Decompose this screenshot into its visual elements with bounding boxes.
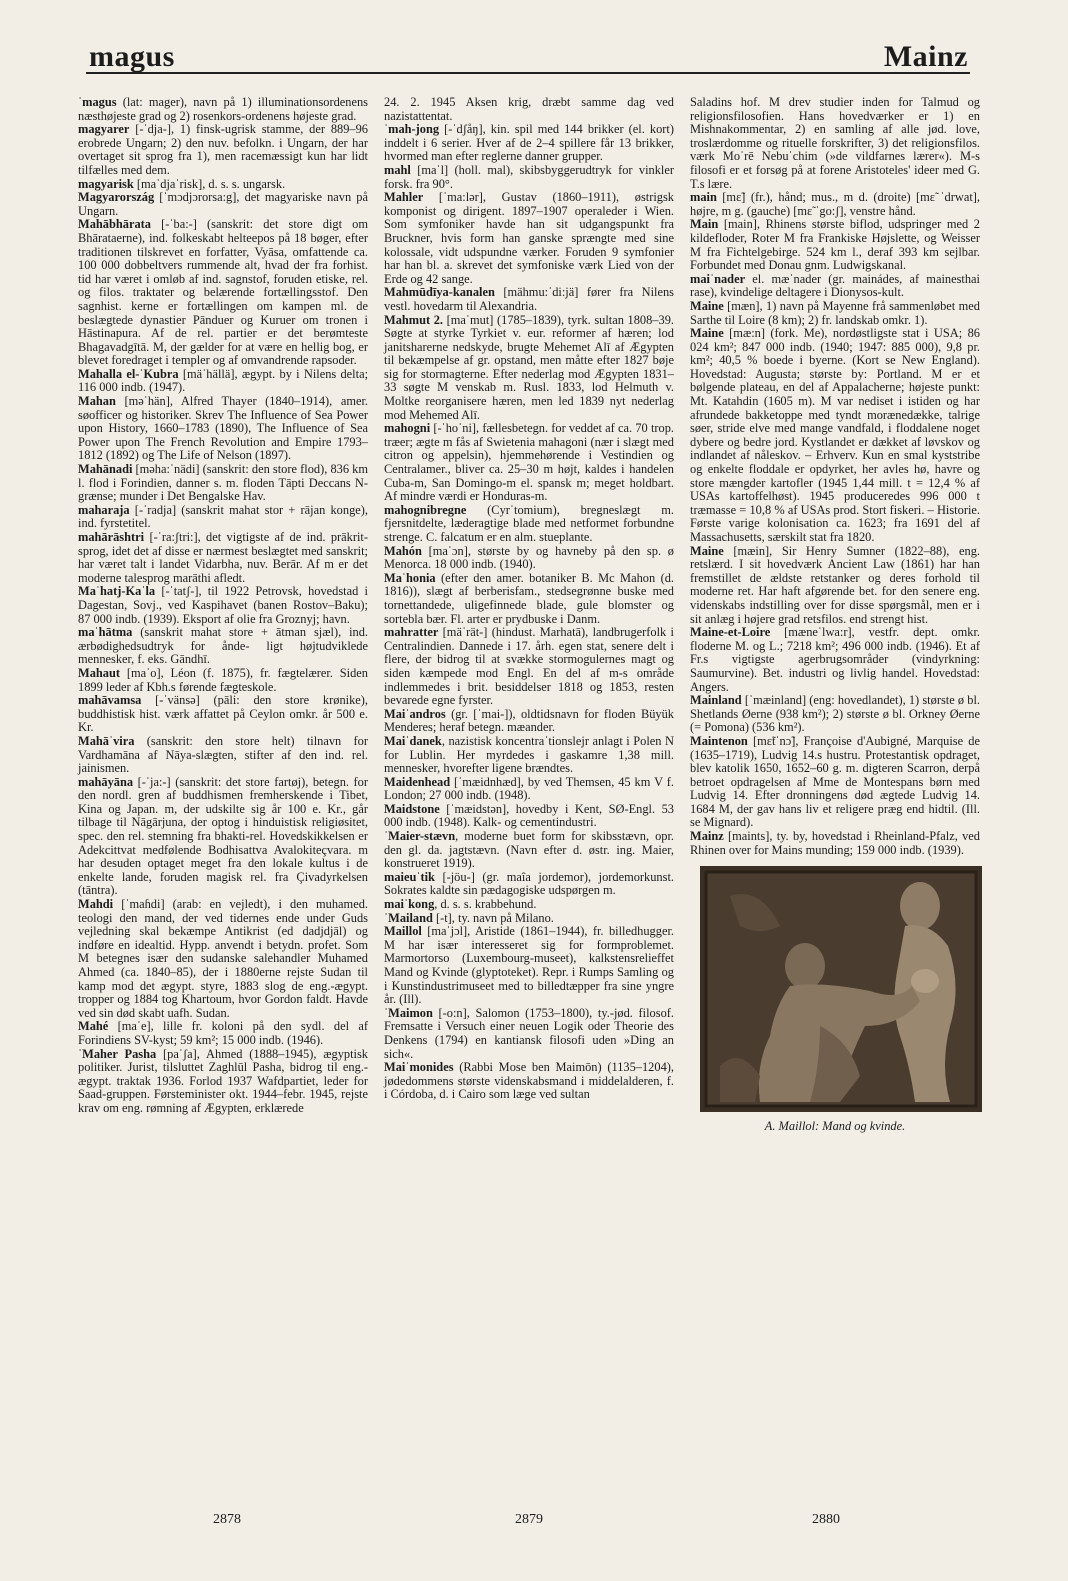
entry-definition: [mæn], 1) navn på Mayenne frå sammenløbet med Sarthe til Loire (8 km); 2) fr. landskab omkr. 1). — [690, 298, 980, 327]
dictionary-entry — [690, 273, 980, 300]
entry-headword: Maidenhead — [384, 774, 451, 789]
page-number-right: 2880 — [812, 1512, 840, 1527]
entry-definition: [ˈmæidnhæd], by ved Themsen, 45 km V f. London; 27 000 indb. (1948). — [384, 774, 674, 803]
entry-definition: [maˈl] (holl. mal), skibsbyggerudtryk for vinkler forsk. fra 90°. — [384, 162, 674, 191]
dictionary-entry — [78, 96, 368, 123]
page-number-middle: 2879 — [515, 1512, 543, 1527]
entry-definition: [maˈo], Léon (f. 1875), fr. fægtelærer. Siden 1899 leder af Kbh.s førende fægteskole. — [78, 665, 368, 694]
entry-headword: Maiˈmonides — [384, 1060, 454, 1075]
dictionary-entry — [384, 504, 674, 545]
entry-definition: (Cyrˈtomium), bregneslægt m. fjersnitdelte, læderagtige blade med netformet forbundne strenge. C. falcatum er en alm. stueplante. — [384, 502, 674, 544]
entry-headword: Mainz — [690, 829, 724, 844]
page-number-left: 2878 — [213, 1512, 241, 1527]
entry-headword: Mahmut 2. — [384, 312, 444, 327]
maillol-relief-illustration — [700, 866, 982, 1112]
entry-definition: [-ˈtatʃ-], til 1922 Petrovsk, hovedstad i Dagestan, Sovj., ved Kaspihavet (banen Rostov–Baku); 87 000 indb. (1939). Eksport af olie fra Groznyj; havn. — [78, 584, 368, 626]
dictionary-entry — [78, 123, 368, 177]
dictionary-entry — [384, 572, 674, 626]
entry-headword: Main — [690, 217, 719, 232]
entry-definition: 24. 2. 1945 Aksen krig, dræbt samme dag ved nazistattentat. — [384, 95, 674, 123]
entry-headword: mahogni — [384, 421, 431, 436]
entry-headword: Maine-et-Loire — [690, 625, 771, 640]
dictionary-entry — [78, 626, 368, 667]
entry-definition: [-t], ty. navn på Milano. — [432, 910, 554, 925]
dictionary-entry — [384, 1061, 674, 1102]
dictionary-entry — [384, 735, 674, 776]
dictionary-entry — [384, 898, 674, 912]
entry-definition: [main], Rhinens største biflod, udspringer med 2 kildefloder, Roter M fra Frankiske Højslette, og Weisser M fra Fichtelgebirge. 524 km l., deraf 393 km sejlbar. Forbundet med Donau gnm. Ludwigskanal. — [690, 217, 980, 273]
entry-headword: maieuˈtik — [384, 869, 435, 884]
entry-headword: ˈmah-jong — [384, 122, 440, 137]
dictionary-entry — [690, 327, 980, 545]
entry-headword: magyarer — [78, 122, 130, 137]
dictionary-entry — [78, 898, 368, 1020]
entry-definition: [mähmu:ˈdi:jä] fører fra Nilens vestl. hovedarm til Alexandria. — [384, 285, 674, 313]
dictionary-entry — [384, 925, 674, 1007]
entry-definition: [mɛ̃tˈnɔ̃], Françoise d'Aubigné, Marquise de (1635–1719), Ludvig 14.s hustru. Protestantisk opdraget, blev katolik 1650, 1652–60 g. m. digteren Scarron, derpå betroet opdragelsen af Mme de Montespans børn med Ludvig 14. Efter dronningens død ægtede Ludvig 14. 1684 M, der gav hans liv et religere præg end hidtil. (Ill. se Mignard). — [690, 733, 980, 830]
entry-definition: [ˈma:lər], Gustav (1860–1911), østrigsk komponist og dirigent. 1897–1907 operaleder i Wien. Som symfoniker havde han sit udgangspunkt fra Bruckner, hvis form han ganske sprængte med sine kolossale, vidt udspundne værker. Foruden 9 symfonier har han bl. a. skrevet det symfoniske værk Lied von der Erde og 42 sange. — [384, 190, 674, 286]
entry-headword: ˈMaimon — [384, 1005, 433, 1020]
entry-definition: , d. s. s. krabbehund. — [434, 897, 537, 912]
entry-definition: (Rabbi Mose ben Maimōn) (1135–1204), jødedommens største videnskabsmand i middelalderen, f. i Córdoba, d. i Cairo som læge ved sultan — [384, 1060, 674, 1102]
dictionary-entry — [78, 463, 368, 504]
dictionary-entry — [78, 694, 368, 735]
dictionary-entry — [384, 803, 674, 830]
entry-definition: [-ˈdja-], 1) finsk-ugrisk stamme, der 889–96 erobrede Ungarn; 2) den nuv. befolkn. i Ungarn, der har overtaget sit sprog fra 1), men racemæssigt kun har lidt tilfælles med dem. — [78, 122, 368, 177]
dictionary-entry — [384, 314, 674, 423]
dictionary-entry — [690, 96, 980, 191]
entry-definition: [mæneˈlwa:r], vestfr. dept. omkr. floderne M. og L.; 7218 km²; 496 000 indb. (1946). Et af Fr.s vigtigste agerbrugsområder (vindyrkning: Saumurvine). Bet. industri og livlig handel. Hovedstad: Angers. — [690, 625, 980, 694]
entry-headword: maiˈkong — [384, 897, 435, 912]
column-2 — [384, 96, 674, 1102]
entry-definition: (sanskrit mahat store + ātman sjæl), ind. ærbødighedsudtryk for ånde- ligt højtudviklede mennesker, f. eks. Gāndhī. — [78, 625, 368, 667]
entry-definition: [məha:ˈnädi] (sanskrit: den store flod), 836 km l. flod i Forindien, danner s. m. floden Tāpti Deccans N-grænse; munder i Det Bengalske Hav. — [78, 462, 368, 504]
dictionary-entry — [78, 1048, 368, 1116]
entry-headword: Mahdi — [78, 897, 114, 912]
entry-headword: Magyarország — [78, 190, 155, 205]
column-3 — [690, 96, 980, 1134]
entry-headword: Maillol — [384, 924, 422, 939]
dictionary-entry — [384, 626, 674, 708]
dictionary-entry — [78, 395, 368, 463]
dictionary-entry — [78, 178, 368, 192]
dictionary-entry — [690, 626, 980, 694]
entry-definition: , moderne buet form for skibsstævn, opr. den gl. da. jagtstævn. (Navn efter d. østr. ing. Maier, konstrueret 1919). — [384, 829, 674, 871]
dictionary-entry — [384, 776, 674, 803]
entry-definition: [mæin], Sir Henry Sumner (1822–88), eng. retslærd. I sit hovedværk Ancient Law (1861) har han fremstillet de ældste retstanker og deres forhold til moderne ret. Har haft afgørende bet. for den senere eng. videnskabs indstilling over for disse spørgsmål, men er i sit anlæg i højere grad retsfilos. end strengt hist. — [690, 543, 980, 626]
relief-image — [700, 866, 982, 1112]
entry-definition: [ˈmæinland] (eng: hovedlandet), 1) største ø bl. Shetlands Øerne (938 km²); 2) største ø bl. Orkney Øerne (= Pomona) (536 km²). — [690, 693, 980, 735]
dictionary-entry — [384, 1007, 674, 1061]
dictionary-entry — [78, 368, 368, 395]
entry-headword: Maintenon — [690, 733, 748, 748]
dictionary-entry — [384, 164, 674, 191]
entry-definition: , nazistisk koncentraˈtionslejr anlagt i Polen N for Lublin. Her myrdedes i gaskamre 1,38 mill. mennesker, hvorefter ligene brændtes. — [384, 733, 674, 776]
entry-definition: [ˈmaɦdi] (arab: en vejledt), i den muhamed. teologi den mand, der ved tidernes ende under Guds vejledning skal bekæmpe Antikrist (ed dadjdjāl) og indføre en idealtid. Hypp. anvendt i betydn. profet. Som M betegnes især den sudanske salehandler Muhamed Ahmed (ca. 1840–85), der i 1880erne rejste Sudan til kamp mod det ægypt. styre, 1883 slog de eng.-ægypt. tropper og 1884 tog Khartoum, hvor Gordon faldt. Havde ved sin død skabt uafh. Sudan. — [78, 897, 368, 1020]
entry-headword: Mahé — [78, 1019, 109, 1034]
dictionary-entry — [78, 735, 368, 776]
entry-headword: ˈmagus — [78, 95, 117, 109]
dictionary-entry — [78, 191, 368, 218]
entry-definition: [maˈjɔl], Aristide (1861–1944), fr. billedhugger. M har især interesseret sig for formproblemet. Marmortorso (Luxembourg-museet), kalkstensrelieffet Mand og Kvinde (glyptoteket). Repr. i Rumps Samling og i Kunstindustrimuseet med to billedtæpper fra sine yngre år. (Ill). — [384, 924, 674, 1007]
entry-headword: Mahāˈvira — [78, 733, 135, 748]
dictionary-entry — [384, 708, 674, 735]
dictionary-entry — [78, 585, 368, 626]
dictionary-entry — [384, 871, 674, 898]
entry-definition: [-ˈvänsə] (pāli: den store krønike), buddhistisk hist. værk affattet på Ceylon omkr. år 500 e. Kr. — [78, 693, 368, 735]
entry-headword: Mahler — [384, 190, 424, 205]
entry-headword: Maine — [690, 326, 724, 341]
entry-definition: (lat: mager), navn på 1) illuminationsordenens næsthøjeste grad og 2) rosenkors-ordenens højeste grad. — [78, 95, 368, 123]
entry-definition: [-ˈja:-] (sanskrit: det store fartøj), betegn. for den nordl. gren af buddhismen fremherskende i Tibet, Kina og Japan. m, der udskilte sig år 100 e. Kr., går tilbage til Nāgārjuna, der optog i hinduistisk religiøsitet, spec. den rel. stemning fra bhakti-rel. Hovedskikkelsen er Adekcittvat medfølende Bodhisattva Avalokiteçvara. m har desuden optaget meget fra den lokale kultus i de enkelte lande, foruden magisk rel. fra Çivadyrkelsen (tāntra). — [78, 774, 368, 898]
entry-headword: ˈMaier-stævn — [384, 829, 456, 844]
entry-definition: [mɛ̃] (fr.), hånd; mus., m d. (droite) [mɛ̃ ˈdrwat], højre, m g. (gauche) [mɛ̃ ˈgo:ʃ], venstre hånd. — [690, 190, 980, 218]
dictionary-entry — [690, 545, 980, 627]
entry-headword: magyarisk — [78, 176, 134, 191]
entry-headword: maiˈnader — [690, 271, 746, 286]
entry-definition: [ˈmɔdjɔrorsa:g], det magyariske navn på Ungarn. — [78, 190, 368, 218]
dictionary-entry — [384, 123, 674, 164]
entry-definition: [maints], ty. by, hovedstad i Rheinland-Pfalz, ved Rhinen over for Mains munding; 159 000 indb. (1939). — [690, 829, 980, 857]
dictionary-entry — [78, 667, 368, 694]
entry-headword: mahāyāna — [78, 774, 134, 789]
right-guide-word: Mainz — [883, 40, 968, 73]
dictionary-entry — [78, 1020, 368, 1047]
entry-definition: [-ˈra:ʃtri:], det vigtigste af de ind. prākrit-sprog, idet det af disse er nærmest beslægtet med sanskrit; har været talt i landet Vidarbha, nuv. Berār. Af m er det moderne talesprog marāthi afledt. — [78, 530, 368, 585]
entry-headword: Mahānadi — [78, 462, 133, 477]
entry-definition: [-ˈdʃåŋ], kin. spil med 144 brikker (el. kort) inddelt i 6 serier. Hver af de 2–4 spillere får 13 brikker, hvormed man efter reglerne danner grupper. — [384, 122, 674, 164]
dictionary-entry — [78, 504, 368, 531]
dictionary-entry — [78, 531, 368, 585]
dictionary-entry — [78, 218, 368, 368]
entry-headword: maˈhātma — [78, 625, 133, 640]
dictionary-entry — [690, 218, 980, 272]
entry-definition: [maˈdjaˈrisk], d. s. s. ungarsk. — [133, 176, 286, 191]
entry-definition: [maˈmut] (1785–1839), tyrk. sultan 1808–39. Søgte at styrke Tyrkiet v. eur. reformer af hæren; lod janitsharerne nedskyde, brugte Mehemet Alī af Ægypten til bekæmpelse af gr. opstand, men måtte efter 1827 bøje sig for stormagterne. Efter nederlag mod Ægypten 1831–33 søgte M venskab m. Rusl. 1833, lod Helmuth v. Moltke reorganisere hæren, men led 1839 nyt nederlag mod Mehemed Alī. — [384, 312, 674, 422]
entry-definition: [-ˈba:-] (sanskrit: det store digt om Bhārataerne), ind. folkeskabt helteepos på 18 bøger, efter traditionen tilskrevet en forfatter, Vyāsa, omfattende ca. 100 000 dobbeltvers rummende alt, hvad der fra forhist. tid har været i omløb af ind. sagnstof, foruden etiske, rel. og filos. traktater og belærende fortællingsstof. Den sagnhist. kerne er fortællingen om kampen ml. de beslægtede dynastier Pānduer og Kuruer om tronen i Hāstinapura. Af de rel. partier er det berømteste Bhagavadgītā. M, der gælder for at være en hellig bog, er blevet foredraget i templer og af omvandrende rapsoder. — [78, 217, 368, 368]
left-guide-word: magus — [89, 40, 175, 73]
entry-definition: [mæ:n] (fork. Me), nordøstligste stat i USA; 86 024 km²; 847 000 indb. (1940; 1947: 885 000), 9,8 pr. km²; 40,5 % boede i byerne. (Kort se New England). Hovedstad: Augusta; største by: Portland. M er et bølgende plateau, en del af Appalacherne; højeste punkt: Mt. Katahdin (1605 m). M var nediset i istiden og har afrundede bakketoppe med tyndt morænedække, talrige søer, stride elve med mange vandfald, i floddalene noget dybere og bedre jord. Kystlandet er dækket af løvskov og indlandet af nåleskov. – Erhverv. Kun en smal kyststribe og enkelte floddale er opdyrket, her avles hø, havre og store mængder kartofler (1945 1,44 mill. t = 12,4 % af USAs kartoffelhøst). 1945 produceredes 996 000 t træmasse = 10,8 % af USAs prod. Stort fiskeri. – Historie. Første varige kolonisation ca. 1623; fra 1691 del af Massachusetts, særskilt stat fra 1820. — [690, 326, 980, 544]
entry-headword: ˈMailand — [384, 910, 433, 925]
entry-headword: Maiˈandros — [384, 706, 446, 721]
entry-headword: Mainland — [690, 693, 742, 708]
entry-headword: mahognibregne — [384, 502, 467, 517]
entry-headword: Mahaut — [78, 665, 120, 680]
entry-definition: el. mæˈnader (gr. mainádes, af mainesthai rase), kvindelige deltagere i Dionysos-kult. — [690, 271, 980, 300]
entry-definition: [-ˈhoˈni], fællesbetegn. for veddet af ca. 70 trop. træer; ægte m fås af Swietenia mahagoni (nær i slægt med citron og appelsin), hjemmehørende i Vestindien og Centralamer., bliver ca. 25–30 m højt, kaldes i handelen Cuba-m, San Domingo-m el. spansk m; meget holdbart. Af mindre værdi er Honduras-m. — [384, 421, 674, 504]
entry-headword: ˈMaher Pasha — [78, 1046, 157, 1061]
entry-definition: [mäˈhällä], ægypt. by i Nilens delta; 116 000 indb. (1947). — [78, 366, 369, 395]
entry-definition: [maˈɔn], største by og havneby på den sp. ø Menorca. 18 000 indb. (1940). — [384, 543, 674, 572]
entry-headword: mahratter — [384, 625, 439, 640]
entry-definition: [-ˈradja] (sanskrit mahat stor + rājan konge), ind. fyrstetitel. — [78, 502, 368, 531]
entry-definition: [mäˈrät-] (hindust. Marhatā), landbrugerfolk i Centralindien. Dannede i 17. årh. egen stat, senere delt i flere, der bidrog til at svække stormogulernes magt og siden kæmpede mod Engl. En del af m-s område indlemmedes i brit. besiddelser 1818 og 1853, resten bevarede egne fyrster. — [384, 625, 674, 708]
entry-headword: Maidstone — [384, 801, 440, 816]
entry-definition: [məˈhän], Alfred Thayer (1840–1914), amer. søofficer og historiker. Skrev The Influence of Sea Power upon History, 1660–1783 (1890), The Influence of Sea Power upon The French Revolution and Empire 1793–1812 (1892) og The Life of Nelson (1897). — [78, 394, 368, 463]
column-3-entries — [690, 96, 980, 857]
entry-definition: (sanskrit: den store helt) tilnavn for Vardhamāna af Nāya-slægten, stifter af den ind. rel. jainismen. — [78, 733, 368, 776]
entry-headword: maharaja — [78, 502, 130, 517]
dictionary-entry — [384, 191, 674, 286]
dictionary-entry — [78, 776, 368, 898]
dictionary-entry — [384, 912, 674, 926]
dictionary-entry — [690, 735, 980, 830]
entry-headword: Mahan — [78, 394, 116, 409]
column-1 — [78, 96, 368, 1116]
entry-headword: mahāvamsa — [78, 693, 142, 708]
entry-headword: Maiˈdanek — [384, 733, 442, 748]
entry-headword: Maˈhatj-Kaˈla — [78, 584, 156, 599]
entry-headword: Mahón — [384, 543, 422, 558]
dictionary-entry — [384, 96, 674, 123]
entry-headword: Maine — [690, 298, 724, 313]
entry-definition: [ˈmæidstən], hovedby i Kent, SØ-Engl. 53 000 indb. (1948). Kalk- og cementindustri. — [384, 801, 674, 830]
dictionary-entry — [690, 191, 980, 218]
dictionary-entry — [690, 300, 980, 327]
entry-headword: Maine — [690, 543, 724, 558]
entry-headword: main — [690, 190, 717, 205]
dictionary-entry — [384, 830, 674, 871]
entry-headword: Mahalla el-ˈKubra — [78, 366, 179, 381]
entry-headword: mahārāshtri — [78, 530, 145, 544]
header-rule — [86, 72, 970, 74]
entry-definition: [-jöu-] (gr. maîa jordemor), jordemorkunst. Sokrates kaldte sin pædagogiske udspørgen m. — [384, 869, 674, 898]
entry-definition: (gr. [ˈmai-]), oldtidsnavn for floden Büyük Menderes; heraf betegn. mæander. — [384, 706, 674, 735]
entry-definition: Saladins hof. M drev studier inden for Talmud og religionsfilosofien. Hans hovedværker er 1) en Mishnakommentar, 2) en samling af alle jød. love, troslærdomme og rituelle forskrifter, 3) det religionsfilos. værk Moˈrē Nebuˈchim (»de vildfarnes lærer«). M-s filosofi er et forsøg på at forene Aristoteles' ideer med G. T.s lære. — [690, 95, 980, 191]
entry-definition: [-o:n], Salomon (1753–1800), ty.-jød. filosof. Fremsatte i Versuch einer neuen Logik oder Theorie des Denkens (1794) en kantiansk filosofi uden »Ding an sich«. — [384, 1005, 674, 1061]
entry-definition: [maˈe], lille fr. koloni på den sydl. del af Forindiens SV-kyst; 59 km²; 15 000 indb. (1946). — [78, 1019, 368, 1047]
dictionary-entry — [384, 545, 674, 572]
figure-caption: A. Maillol: Mand og kvinde. — [764, 1119, 906, 1134]
entry-headword: mahl — [384, 162, 411, 177]
dictionary-entry — [690, 694, 980, 735]
entry-definition: [paˈʃa], Ahmed (1888–1945), ægyptisk politiker. Jurist, tilsluttet Zaghlūl Pasha, bidrog til eng.-ægypt. traktak 1936. Forlod 1937 Wafdpartiet, leder for Saad-gruppen. Førsteminister okt. 1944–febr. 1945, rejste krav om eng. rømning af Ægypten, erklærede — [78, 1046, 369, 1115]
dictionary-entry — [384, 422, 674, 504]
entry-headword: Mahmūdīya-kanalen — [384, 285, 495, 300]
entry-headword: Mahābhārata — [78, 217, 151, 232]
entry-definition: (efter den amer. botaniker B. Mc Mahon (d. 1816)), slægt af berberisfam., stedsegrønne buske med tornettandede, uligefinnede blade, gule blomster og sortebla bær. Fl. arter er prydbuske i Danm. — [384, 570, 674, 626]
entry-headword: Maˈhonia — [384, 570, 436, 585]
dictionary-entry — [690, 830, 980, 857]
dictionary-entry — [384, 286, 674, 313]
